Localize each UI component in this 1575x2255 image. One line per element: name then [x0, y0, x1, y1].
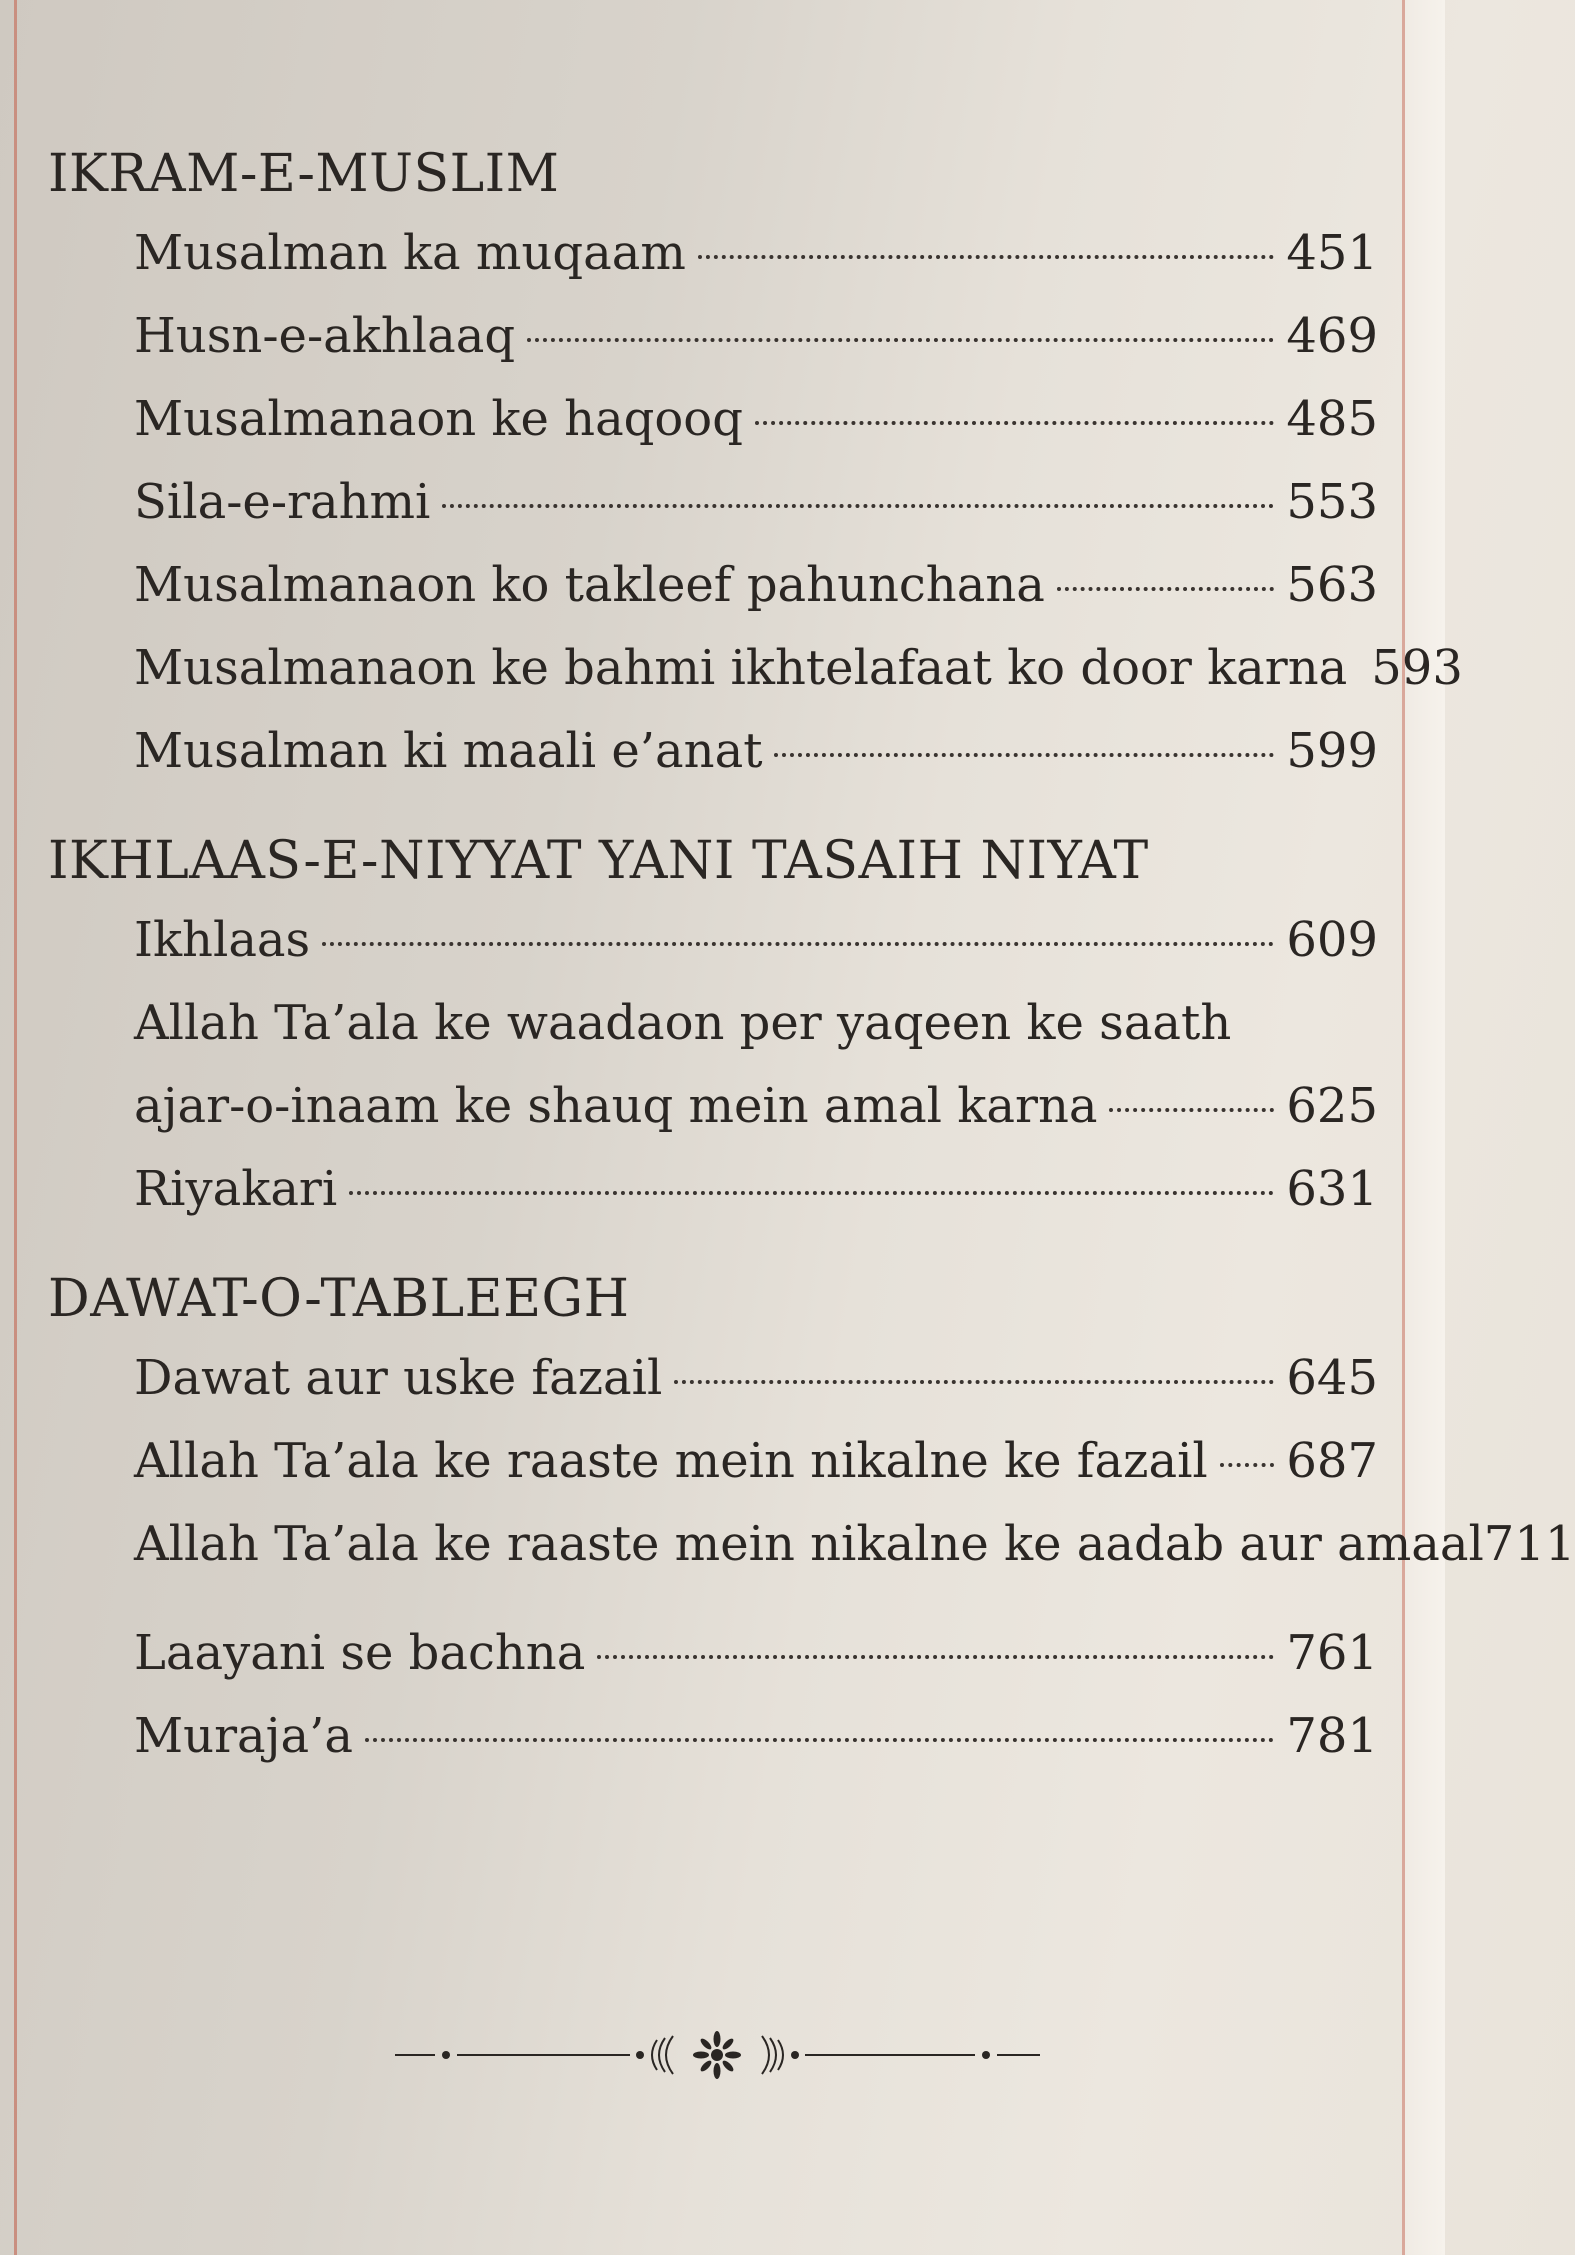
page-number: 593	[1371, 640, 1463, 696]
page-number: 451	[1286, 225, 1378, 281]
toc-entry[interactable]	[134, 212, 1378, 295]
toc-entry[interactable]	[134, 295, 1378, 378]
page-number: 687	[1286, 1433, 1378, 1489]
section-title: IKRAM-E-MUSLIM	[48, 144, 560, 204]
toc-section-ikram-e-muslim	[48, 140, 1463, 793]
dot-leader	[755, 421, 1274, 425]
page-number: 631	[1286, 1161, 1378, 1217]
dot-leader	[322, 942, 1274, 946]
page-number: 781	[1286, 1708, 1378, 1764]
toc-entry[interactable]	[134, 1420, 1378, 1503]
toc-entry-first-line[interactable]	[134, 982, 1378, 1065]
toc-entry[interactable]	[134, 544, 1378, 627]
dot-leader	[774, 753, 1274, 757]
page-border-right	[1402, 0, 1405, 2255]
toc-entry-second-line[interactable]	[134, 1065, 1378, 1148]
next-page-edge	[1405, 0, 1445, 2255]
page-number: 469	[1286, 308, 1378, 364]
entry-title: Laayani se bachna	[134, 1625, 586, 1681]
page-number: 599	[1286, 723, 1378, 779]
dot-leader	[674, 1380, 1274, 1384]
dot-leader	[698, 255, 1275, 259]
toc-section-dawat-o-tableegh	[48, 1265, 1575, 1778]
dot-leader	[349, 1191, 1274, 1195]
dot-leader	[442, 504, 1274, 508]
floral-divider-icon	[395, 2030, 1045, 2080]
dot-leader	[1220, 1463, 1275, 1467]
entry-title: Musalmanaon ke haqooq	[134, 391, 743, 447]
dot-leader	[1057, 587, 1275, 591]
entry-title: Sila-e-rahmi	[134, 474, 431, 530]
section-title: DAWAT-O-TABLEEGH	[48, 1269, 630, 1329]
section-title: IKHLAAS-E-NIYYAT YANI TASAIH NIYAT	[48, 831, 1149, 891]
page-number: 761	[1286, 1625, 1378, 1681]
entry-title: Allah Ta’ala ke raaste mein nikalne ke fazail	[134, 1433, 1208, 1489]
page-number: 485	[1286, 391, 1378, 447]
toc-entry[interactable]	[134, 461, 1378, 544]
dot-leader	[597, 1655, 1274, 1659]
entry-title: Musalmanaon ke bahmi ikhtelafaat ko door karna	[134, 640, 1348, 696]
entry-title: Musalman ka muqaam	[134, 225, 686, 281]
toc-entry[interactable]	[134, 1612, 1378, 1695]
entry-title-continued: ajar-o-inaam ke shauq mein amal karna	[134, 1078, 1098, 1134]
entry-title: Ikhlaas	[134, 912, 311, 968]
toc-entry[interactable]	[134, 1148, 1378, 1231]
entry-title: Husn-e-akhlaaq	[134, 308, 516, 364]
dot-leader	[527, 338, 1274, 342]
entry-title: Allah Ta’ala ke waadaon per yaqeen ke saath	[134, 995, 1232, 1051]
entry-title: Allah Ta’ala ke raaste mein nikalne ke aadab aur amaal	[134, 1516, 1484, 1572]
toc-entry[interactable]	[134, 1695, 1378, 1778]
dot-leader	[365, 1738, 1274, 1742]
page-number: 553	[1286, 474, 1378, 530]
entry-title: Muraja’a	[134, 1708, 353, 1764]
toc-entry[interactable]	[134, 627, 1463, 710]
toc-entry[interactable]	[134, 378, 1378, 461]
toc-entry[interactable]	[134, 1503, 1575, 1586]
page-number: 609	[1286, 912, 1378, 968]
dot-leader	[1109, 1108, 1274, 1112]
page-number: 563	[1286, 557, 1378, 613]
entry-title: Riyakari	[134, 1161, 338, 1217]
toc-entry[interactable]	[134, 1337, 1378, 1420]
toc-entry[interactable]	[134, 899, 1378, 982]
page-number: 645	[1286, 1350, 1378, 1406]
table-of-contents	[48, 140, 1575, 1778]
toc-section-ikhlaas-e-niyyat	[48, 827, 1378, 1231]
entry-title: Dawat aur uske fazail	[134, 1350, 663, 1406]
entry-title: Musalmanaon ko takleef pahunchana	[134, 557, 1045, 613]
entry-title: Musalman ki maali e’anat	[134, 723, 763, 779]
page-number: 625	[1286, 1078, 1378, 1134]
toc-entry[interactable]	[134, 710, 1378, 793]
page-border-left	[14, 0, 17, 2255]
page-number: 711	[1483, 1516, 1575, 1572]
